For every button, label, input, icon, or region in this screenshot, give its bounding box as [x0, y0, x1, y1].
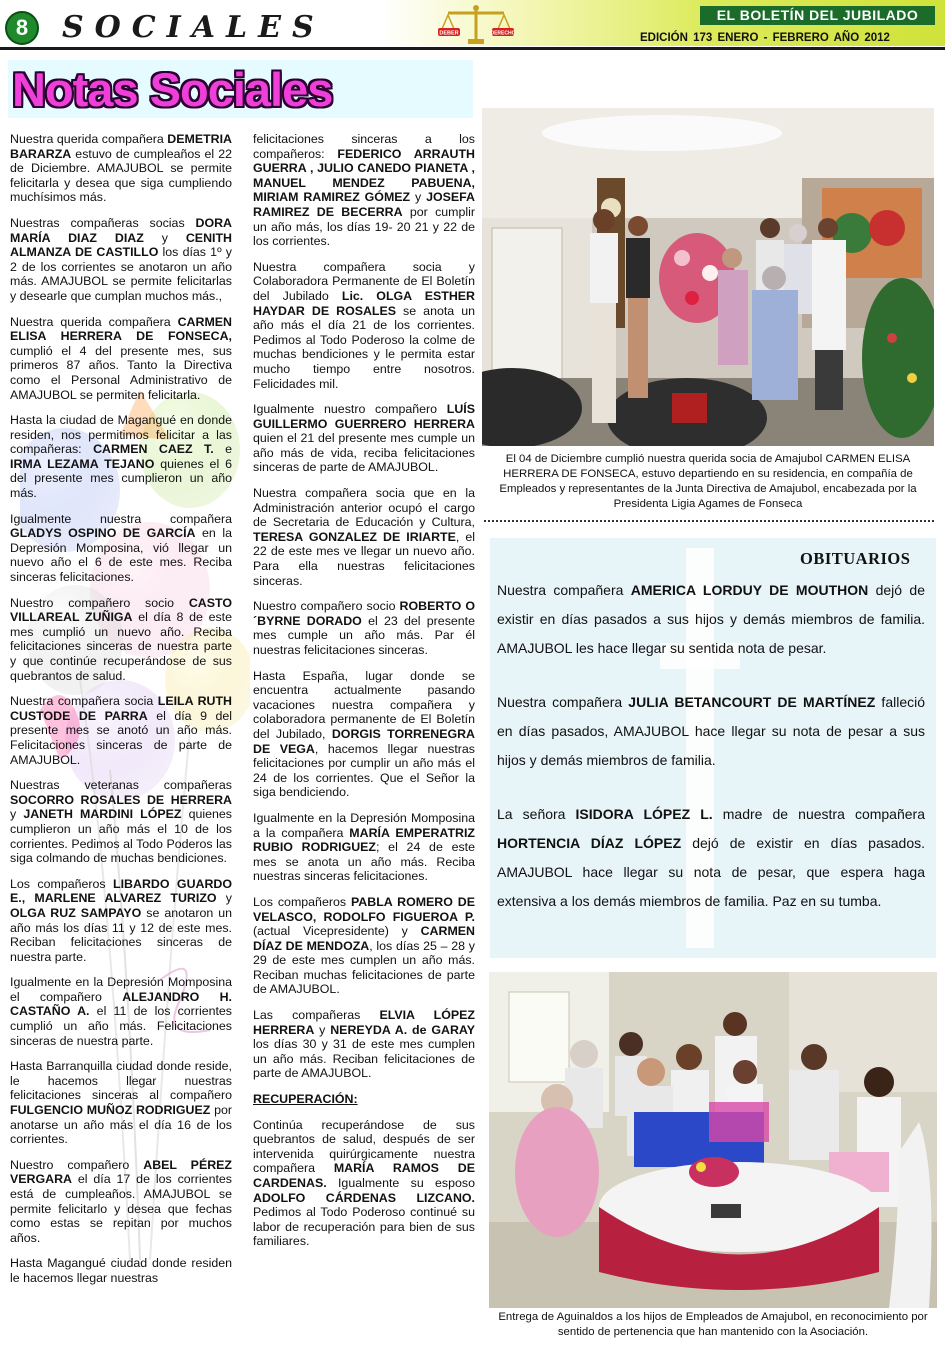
text-run: Continúa recuperándose de sus quebrantos de salud, después de ser intervenida quirúrgicamente nuestra compañera [253, 1117, 475, 1176]
news-paragraph [10, 778, 232, 866]
text-run: Nuestro compañero socio [253, 599, 400, 614]
text-run: el día 9 del presente mes se anotó un año más. Felicitaciones sinceras de parte de AMAJUBOL. [10, 708, 232, 767]
highlighted-name: TERESA GONZALEZ DE IRIARTE [253, 529, 456, 544]
highlighted-name: PABLA ROMERO DE VELASCO, RODOLFO FIGUEROA P. [253, 894, 475, 924]
text-run: , hacemos llegar nuestras felicitaciones por cumplir un año más el 24 de los corrientes. Que el Señor la siga bendiciendo. [253, 741, 475, 800]
highlighted-name: FEDERICO ARRAUTH GUERRA , JULIO CANEDO PIANETA , MANUEL MENDEZ PABUENA, MIRIAM RAMIREZ GÓMEZ [253, 146, 475, 205]
highlighted-name: AMERICA LORDUY DE MOUTHON [630, 582, 869, 598]
news-paragraph [253, 132, 475, 249]
text-run: Nuestra compañera [497, 582, 631, 598]
text-run: por anotarse un año más el día 16 de los corrientes. [10, 1103, 232, 1147]
news-paragraph [10, 596, 232, 684]
news-paragraph [253, 599, 475, 657]
text-run: cumplió el 4 del presente mes, sus primeros 87 años. Tanto la Directiva como el Personal Administrativo de AMAJUBOL se permiten felicitarla. [10, 343, 232, 402]
text-run: Hasta Barranquilla ciudad donde reside, le hacemos llegar nuestras felicitaciones sinceras al compañero [10, 1059, 232, 1103]
highlighted-name: ABEL PÉREZ VERGARA [10, 1157, 232, 1187]
highlighted-name: ALEJANDRO H. CASTAÑO A. [10, 989, 232, 1019]
photo2-caption: Entrega de Aguinaldos a los hijos de Empleados de Amajubol, en reconocimiento por sentido de pertenencia que han mantenido con la Asociación. [498, 1311, 928, 1338]
text-run: Nuestra compañera socia [10, 694, 158, 709]
text-run: Igualmente nuestro compañero [253, 402, 447, 417]
text-run: Nuestra compañera [497, 694, 629, 710]
text-run: quienes cumplieron un año más el 10 de los corrientes. Pedimos al Todo Poderos las siga colmando de muchas bendiciones. [10, 807, 232, 866]
highlighted-name: FULGENCIO MUÑOZ RODRIGUEZ [10, 1103, 211, 1118]
page-title: Notas Sociales [12, 63, 333, 116]
highlighted-name: ISIDORA LÓPEZ L. [575, 806, 713, 822]
text-run: el 11 de los corrientes cumplió un año más. Felicitaciones sinceras de nuestra parte. [10, 1004, 232, 1048]
text-run: se anotaron un año más los días 11 y 12 de este mes. Reciban felicitaciones sinceras de nuestra parte. [10, 905, 232, 964]
left-text-column [10, 132, 232, 1362]
text-run: Nuestra querida compañera [10, 132, 168, 146]
obituario-paragraph [497, 576, 925, 663]
highlighted-name: JULIA BETANCOURT DE MARTÍNEZ [628, 694, 876, 710]
text-run: Igualmente en la Depresión Momposina a la compañera [253, 810, 475, 840]
highlighted-name: DEMETRIA BARARZA [10, 132, 232, 161]
logo-right-label: DERECHO [490, 30, 514, 37]
highlighted-name: ADOLFO CÁRDENAS LIZCANO. [253, 1190, 475, 1205]
news-paragraph [10, 877, 232, 965]
text-run: falleció en días pasados, AMAJUBOL hace llegar su nota de pesar a sus hijos y demás miembros de familia. [497, 694, 926, 768]
text-run: por cumplir un año más, los días 19- 20 21 y 22 de los corrientes. [253, 204, 475, 249]
text-run: , los días 25 – 28 y 29 de este mes cumplen un año más. Reciban muchas felicitaciones de parte de AMAJUBOL. [253, 938, 475, 997]
text-run: y [410, 190, 427, 205]
highlighted-name: Lic. OLGA ESTHER HAYDAR DE ROSALES [253, 288, 475, 318]
text-run: Nuestra compañera socia y Colaboradora Permanente de El Boletín del Jubilado [253, 259, 475, 303]
text-run: Pedimos al Todo Poderoso continué su labor de recuperación para bien de sus familiares. [253, 1205, 475, 1249]
recuperacion-paragraph [253, 1118, 475, 1249]
logo-left-label: DEBER [439, 30, 459, 37]
highlighted-name: MARÍA EMPERATRIZ RUBIO RODRIGUEZ [253, 825, 475, 855]
section-title: SOCIALES [62, 10, 325, 45]
photo1-caption: El 04 de Diciembre cumplió nuestra querida socia de Amajubol CARMEN ELISA HERRERA DE FONSECA, estuvo departiendo en su residencia, en compañía de Empleados y representantes de la Junta Directiva de Amajubol, encabezada por la Presidenta Ligia Agames de Fonseca [499, 453, 917, 510]
text-run: ; el 24 de este mes se anota un año más. Reciba nuestras sinceras felicitaciones. [253, 840, 475, 884]
text-run: Igualmente nuestra compañera [10, 511, 232, 526]
page-header [0, 0, 945, 50]
edition-info: EDICIÓN 173 ENERO - FEBRERO AÑO 2012 [640, 32, 890, 44]
text-run: dejó de existir en días pasados a sus hijos y demás miembros de familia. AMAJUBOL les hace llegar su sentida nota de pesar. [497, 582, 925, 656]
text-run: felicitaciones sinceras a los compañeros: [253, 132, 475, 161]
text-run: en la Depresión Momposina, vió llegar un nuevo año el 6 de este mes. Reciba sinceras felicitaciones. [10, 526, 232, 585]
text-run: Igualmente su esposo [326, 1176, 475, 1190]
text-run: los días 30 y 31 de este mes cumplen un año más. Reciban felicitaciones de parte de AMAJUBOL. [253, 1037, 475, 1081]
text-run: se anota un año más el día 21 de los corrientes. Pedimos al Todo Poderoso la colme de muchas bendiciones y le permita estar mucho tiempo entre nosotros. Felicidades mil. [253, 303, 475, 391]
news-paragraph [10, 1256, 232, 1285]
news-paragraph [10, 315, 232, 403]
highlighted-name: CENITH ALMANZA DE CASTILLO [10, 230, 232, 260]
text-run: el día 8 de este mes cumplió un nuevo año. Reciba felicitaciones sinceras de nuestra parte y que continúe recuperándose de sus quebrantos de salud. [10, 610, 232, 683]
text-run: Hasta la ciudad de Magangué en donde residen, nos permitimos felicitar a las compañeras: [10, 413, 232, 457]
highlighted-name: HORTENCIA DÍAZ LÓPEZ [497, 835, 682, 851]
obituario-paragraph [497, 688, 925, 775]
news-paragraph [10, 413, 232, 501]
highlighted-name: CARMEN CAEZ T. [93, 442, 214, 457]
text-run: estuvo de cumpleaños el 22 de Diciembre. AMAJUBOL se permite felicitarla y desea que siga cumpliendo muchísimos más. [10, 146, 232, 205]
text-run: Nuestro compañero socio [10, 595, 189, 610]
news-paragraph [253, 811, 475, 884]
scales-logo [438, 4, 514, 46]
page-number-badge: 8 [5, 11, 39, 45]
news-paragraph [10, 132, 232, 205]
highlighted-name: JANETH MARDINI LÓPEZ [23, 807, 182, 822]
text-run: Nuestras compañeras socias [10, 215, 196, 230]
text-run: Igualmente en la Depresión Momposina el compañero [10, 975, 232, 1004]
news-paragraph [10, 512, 232, 585]
text-run: quienes el 6 del presente mes cumplieron un año más. [10, 456, 232, 501]
header-rule [0, 47, 945, 50]
highlighted-name: NEREYDA A. de GARAY [330, 1022, 475, 1037]
highlighted-name: CARMEN ELISA HERRERA DE FONSECA, [10, 314, 232, 344]
middle-text-column [253, 132, 475, 1362]
text-run: el día 17 de los corrientes está de cumpleaños. AMAJUBOL se permite felicitarlo y desea que fechas como estas se repitan por muchos años. [10, 1172, 232, 1245]
highlighted-name: LUÍS GUILLERMO GUERRERO HERRERA [253, 402, 475, 431]
text-run: quien el 21 del presente mes cumple un año más de vida, reciba felicitaciones sinceras de parte de AMAJUBOL. [253, 431, 475, 475]
text-run: Las compañeras [253, 1008, 380, 1023]
news-paragraph [253, 486, 475, 588]
news-paragraph [253, 260, 475, 391]
news-paragraph [10, 1059, 232, 1147]
recuperacion-heading: RECUPERACIÓN: [253, 1092, 358, 1107]
highlighted-name: JOSEFA RAMIREZ DE BECERRA [253, 190, 475, 219]
highlighted-name: ROBERTO O´BYRNE DORADO [253, 599, 475, 628]
news-paragraph [253, 669, 475, 800]
news-paragraph [10, 694, 232, 767]
publication-name: EL BOLETÍN DEL JUBILADO [700, 6, 935, 25]
text-run: Nuestra compañera socia que en la Administración anterior ocupó el cargo de Secretaria de Educación y Cultura, [253, 486, 475, 530]
text-run: Los compañeros [253, 894, 351, 909]
text-run: e [213, 442, 232, 457]
highlighted-name: LEILA RUTH CUSTODE DE PARRA [10, 694, 232, 723]
obituario-paragraph [497, 800, 925, 916]
news-paragraph [10, 216, 232, 304]
news-paragraph [253, 402, 475, 475]
text-run: Nuestras veteranas compañeras [10, 778, 232, 793]
highlighted-name: OLGA RUZ SAMPAYO [10, 905, 142, 920]
highlighted-name: ELVIA LÓPEZ HERRERA [253, 1008, 475, 1037]
text-run: y [216, 891, 232, 906]
highlighted-name: SOCORRO ROSALES DE HERRERA [10, 792, 232, 807]
highlighted-name: DORA MARÍA DIAZ DIAZ [10, 215, 232, 245]
text-run: y [10, 807, 24, 822]
text-run: , el 22 de este mes ve llegar un nuevo año. Para ella nuestras felicitaciones sinceras. [253, 529, 475, 588]
birthday-photo [482, 108, 934, 446]
news-paragraph [253, 895, 475, 997]
news-paragraph [10, 1158, 232, 1246]
text-run: y [143, 230, 186, 245]
obituarios-title: OBITUARIOS [800, 549, 911, 568]
text-run: madre de nuestra compañera [712, 806, 925, 822]
text-run: Nuestra querida compañera [10, 314, 178, 329]
text-run: los días 1º y 2 de los corrientes se anotaron un año más. AMAJUBOL se permite felicitarlas y desearle que cumplan muchos más., [10, 245, 232, 303]
dotted-separator [484, 520, 934, 522]
highlighted-name: DORGIS TORRENEGRA DE VEGA [253, 726, 475, 756]
news-paragraph [253, 1008, 475, 1081]
text-run: Hasta España, lugar donde se encuentra actualmente pasando vacaciones nuestra compañera y colaboradora permanente de El Boletín del Jubilado, [253, 668, 475, 741]
highlighted-name: LIBARDO GUARDO E., MARLENE ALVAREZ TURIZO [10, 876, 232, 906]
aguinaldos-photo [489, 972, 937, 1308]
news-paragraph [10, 975, 232, 1048]
text-run: Nuestro compañero [10, 1157, 144, 1172]
highlighted-name: IRMA LEZAMA TEJANO [10, 456, 155, 471]
text-run: y [314, 1022, 331, 1037]
highlighted-name: GLADYS OSPINO DE GARCÍA [10, 526, 196, 541]
text-run: Los compañeros [10, 876, 114, 891]
text-run: Hasta Magangué ciudad donde residen le hacemos llegar nuestras [10, 1256, 232, 1285]
text-run: dejó de existir en días pasados. AMAJUBOL hace llegar su nota de pesar, que espera haga extensiva a los demás miembros de familia. Paz en su tumba. [497, 835, 926, 909]
text-run: La señora [497, 806, 576, 822]
obituarios-text [497, 576, 925, 941]
highlighted-name: MARÍA RAMOS DE CARDENAS. [253, 1161, 475, 1190]
highlighted-name: CASTO VILLAREAL ZUÑIGA [10, 595, 232, 625]
text-run: el 23 del presente mes cumple un año más. Par él nuestras felicitaciones sinceras. [253, 613, 475, 657]
text-run: (actual Vicepresidente) y [253, 924, 421, 939]
highlighted-name: CARMEN DÍAZ DE MENDOZA [253, 924, 475, 953]
